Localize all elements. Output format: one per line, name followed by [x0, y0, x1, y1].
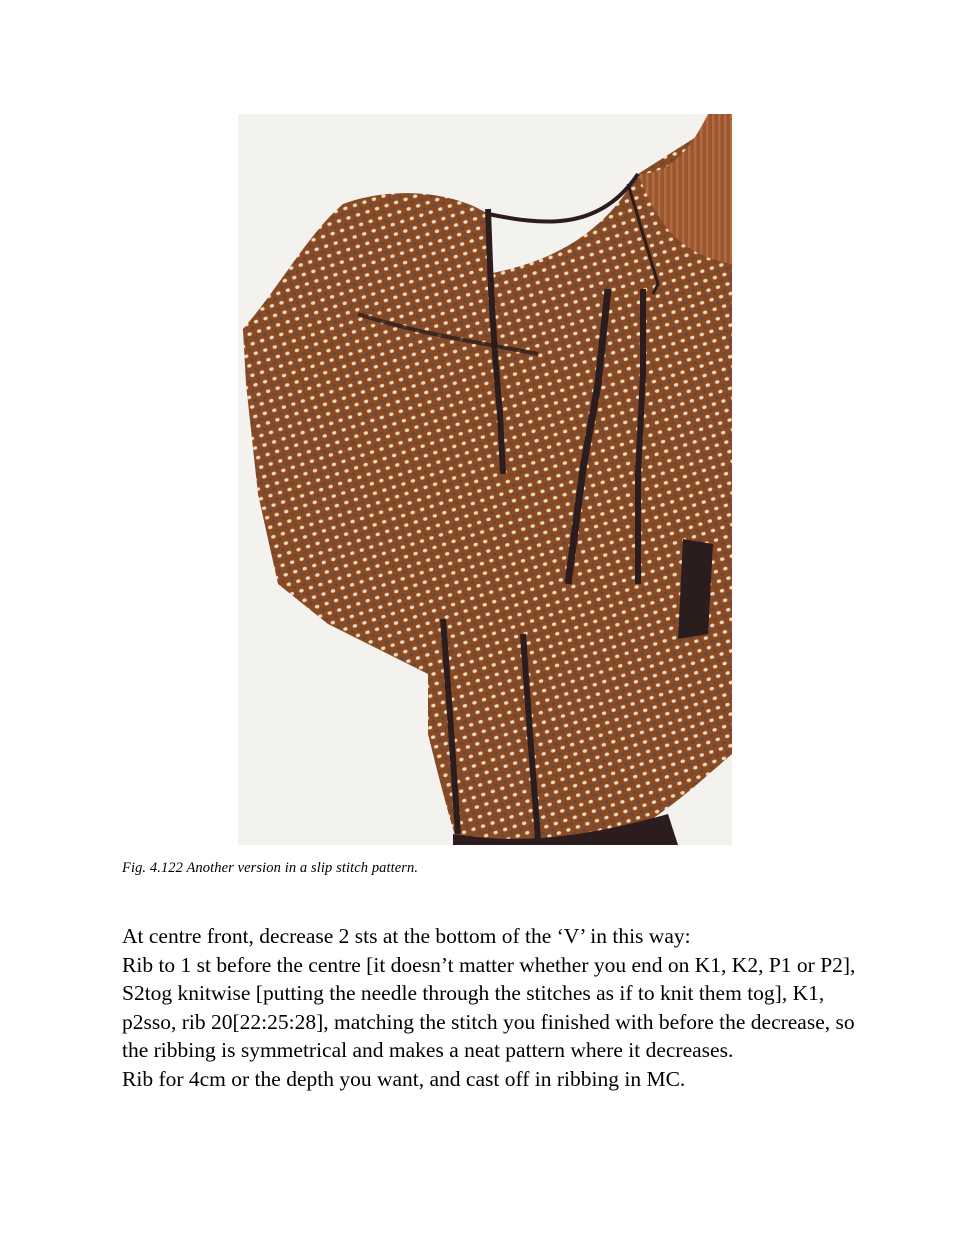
instruction-line: Rib to 1 st before the centre [it doesn’t matter whether you end on K1, K2, P1 or P2], S2tog knitwise [putting the needle through the stitches as if to knit them tog], K1, p2sso, rib 20[22:25:28], matching the stitch you finished with before the decrease, so the ribbing is symmetrical and makes a neat pattern where it decreases.	[122, 952, 856, 1062]
instruction-line: At centre front, decrease 2 sts at the bottom of the ‘V’ in this way:	[122, 924, 691, 948]
sweater-illustration	[238, 114, 732, 845]
figure-caption: Fig. 4.122 Another version in a slip stitch pattern.	[122, 860, 419, 876]
sweater-photo	[238, 114, 732, 845]
sleeve-cuff	[678, 539, 713, 639]
instruction-text	[122, 922, 862, 1093]
instruction-line: Rib for 4cm or the depth you want, and cast off in ribbing in MC.	[122, 1066, 686, 1091]
